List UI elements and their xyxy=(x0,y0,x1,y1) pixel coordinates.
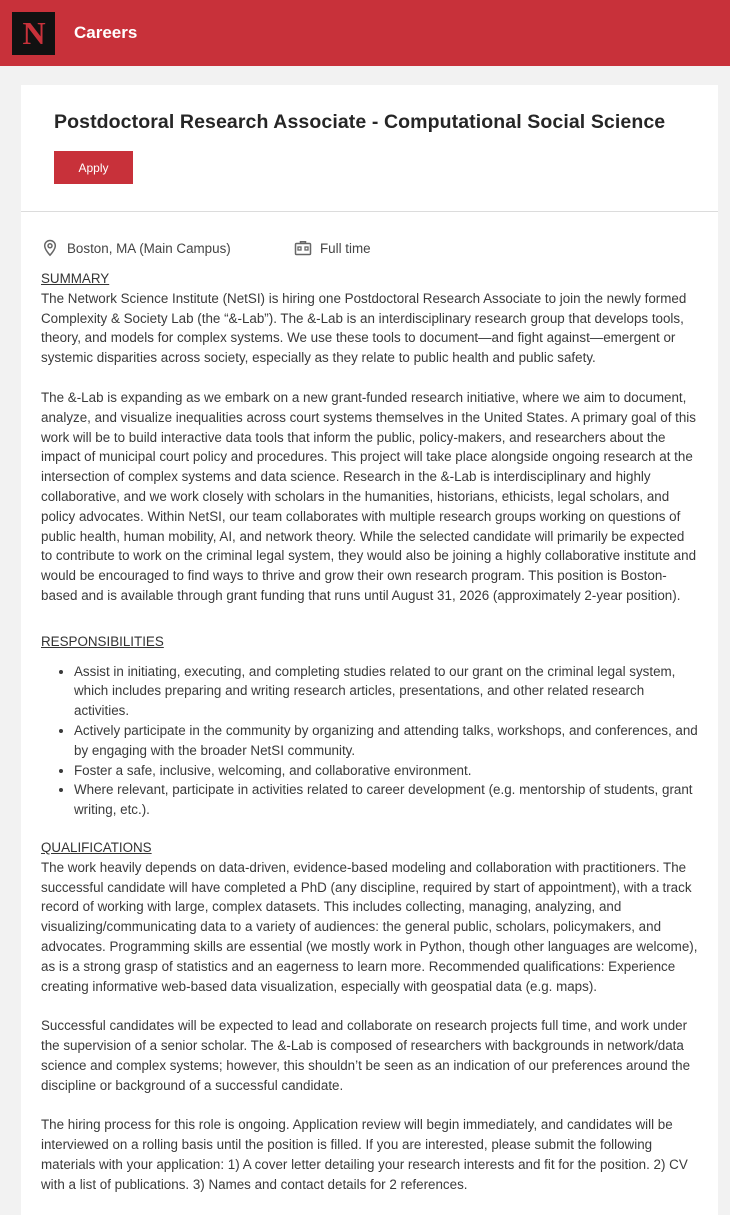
job-meta xyxy=(41,236,698,261)
briefcase-icon xyxy=(294,239,312,257)
logo-n-icon xyxy=(17,18,51,48)
summary-heading: SUMMARY xyxy=(41,271,110,286)
job-posting-card xyxy=(21,85,718,1215)
responsibilities-heading: RESPONSIBILITIES xyxy=(41,633,164,649)
summary-paragraph: The &-Lab is expanding as we embark on a new grant-funded research initiative, where we aim to document, analyze, and visualize inequalities across court systems themselves in the United States. A primary goal of this work will be to build interactive data tools that inform the public, policy-makers, and researchers about the impact of municipal court policy and procedures. This project will take place alongside ongoing research at the intersection of complex systems and data science. Research in the &-Lab is interdisciplinary and highly collaborative, and we work closely with scholars in the humanities, historians, ethicists, legal scholars, and policy advocates. Within NetSI, our team collaborates with multiple research groups working on questions of public health, human mobility, AI, and network theory. While the selected candidate will primarily be expected to contribute to work on the criminal legal system, they would also be joining a highly collaborative institute and would be encouraged to find ways to thrive and grow their own research program. This position is Boston-based and is available through grant funding that runs until August 31, 2026 (approximately 2-year position). xyxy=(41,389,697,603)
location-text: Boston, MA (Main Campus) xyxy=(67,240,231,256)
qualifications-paragraph: The hiring process for this role is ongoing. Application review will begin immediately, and candidates will be interviewed on a rolling basis until the position is filled. If you are interested, please submit the following materials with your application: 1) A cover letter detailing your research interests and fit for the position. 2) CV with a list of publications. 3) Names and contact details for 2 references. xyxy=(41,1117,688,1192)
svg-text:N: N xyxy=(21,18,46,48)
job-title: Postdoctoral Research Associate - Computational Social Science xyxy=(54,111,666,133)
job-header xyxy=(21,85,718,212)
list-item: • Assist in initiating, executing, and completing studies related to our grant on the criminal legal system, which includes preparing and writing research articles, presentations, and other related research activities. xyxy=(74,662,698,721)
apply-button[interactable]: Apply xyxy=(54,151,133,184)
qualifications-paragraph: Successful candidates will be expected to lead and collaborate on research projects full time, and work under the supervision of a senior scholar. The &-Lab is composed of researchers with backgrounds in network/data science and complex systems; however, this shouldn’t be seen as an indication of our preferences around the discipline or background of a successful candidate. xyxy=(41,1018,691,1093)
job-type xyxy=(294,239,371,259)
job-type-text: Full time xyxy=(320,240,371,256)
job-description xyxy=(21,236,718,1195)
responsibilities-list xyxy=(41,662,698,820)
list-item: • Where relevant, participate in activities related to career development (e.g. mentorship of students, grant writing, etc.). xyxy=(74,780,698,820)
job-location xyxy=(41,239,294,259)
list-item: • Actively participate in the community by organizing and attending talks, workshops, and conferences, and by engaging with the broader NetSI community. xyxy=(74,721,698,761)
qualifications-paragraph: The work heavily depends on data-driven, evidence-based modeling and collaboration with practitioners. The successful candidate will have completed a PhD (any discipline, required by start of appointment), with a track record of working with large, complex datasets. This includes collecting, managing, analyzing, and visualizing/communicating data to a variety of audiences: the general public, scholars, policymakers, and advocates. Programming skills are essential (we mostly work in Python, though other languages are welcome), as is a strong grasp of statistics and an eagerness to learn more. Recommended qualifications: Experience creating informative web-based data visualization, especially with geospatial data (e.g. maps). xyxy=(41,859,698,994)
qualifications-heading: QUALIFICATIONS xyxy=(41,839,152,855)
careers-title[interactable]: Careers xyxy=(74,23,138,42)
summary-paragraph: The Network Science Institute (NetSI) is hiring one Postdoctoral Research Associate to join the newly formed Complexity & Society Lab (the “&-Lab”). The &-Lab is an interdisciplinary research group that develops tools, theory, and models for complex systems. We use these tools to document—and fight against—emergent or systemic disparities across society, especially as they relate to public health and public safety. xyxy=(41,290,687,366)
university-logo[interactable] xyxy=(12,12,55,55)
list-item: • Foster a safe, inclusive, welcoming, and collaborative environment. xyxy=(74,761,698,781)
location-pin-icon xyxy=(41,239,59,257)
top-bar xyxy=(0,0,730,66)
